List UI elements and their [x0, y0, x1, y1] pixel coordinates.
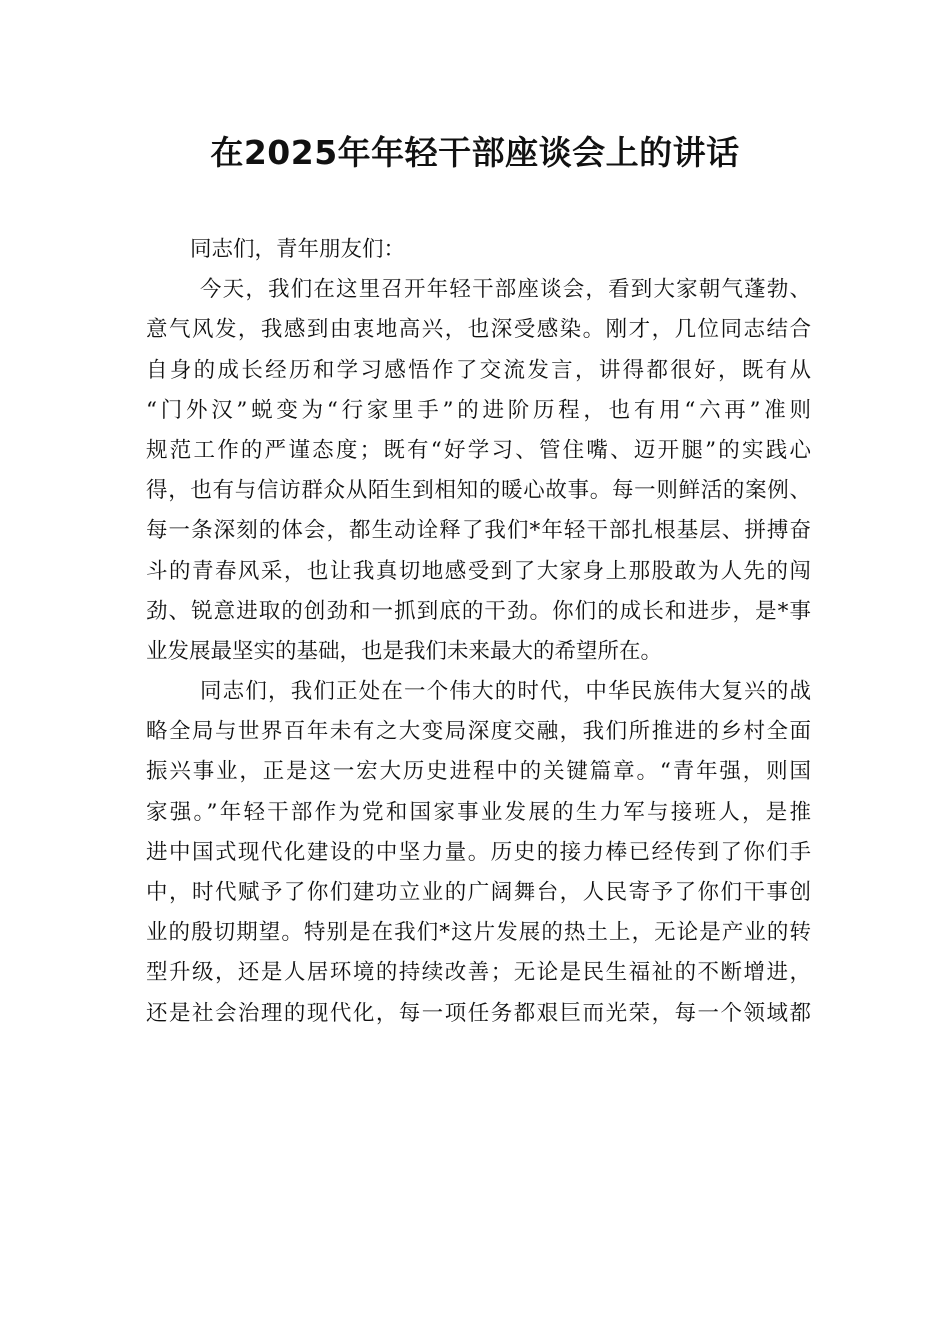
paragraph-line: 型升级，还是人居环境的持续改善；无论是民生福祉的不断增进，: [146, 960, 811, 986]
paragraph-1: [146, 270, 811, 672]
paragraph-line: 规范工作的严谨态度；既有“好学习、管住嘴、迈开腿”的实践心: [146, 437, 811, 463]
paragraph-line: 斗的青春风采，也让我真切地感受到了大家身上那股敢为人先的闯: [146, 558, 811, 584]
document-body: [146, 230, 811, 1034]
document-title: 在2025年年轻干部座谈会上的讲话: [210, 133, 740, 172]
paragraph-line: 得，也有与信访群众从陌生到相知的暖心故事。每一则鲜活的案例、: [146, 478, 811, 504]
paragraph-line: 家强。”年轻干部作为党和国家事业发展的生力军与接班人，是推: [146, 799, 811, 825]
salutation: 同志们，青年朋友们：: [190, 237, 406, 262]
paragraph-line: 劲、锐意进取的创劲和一抓到底的干劲。你们的成长和进步，是*事: [146, 598, 811, 624]
paragraph-line: 业的殷切期望。特别是在我们*这片发展的热土上，无论是产业的转: [146, 920, 811, 946]
paragraph-line: 进中国式现代化建设的中坚力量。历史的接力棒已经传到了你们手: [146, 839, 811, 865]
paragraph-line: 今天，我们在这里召开年轻干部座谈会，看到大家朝气蓬勃、: [200, 277, 811, 303]
paragraph-line: 自身的成长经历和学习感悟作了交流发言，讲得都很好，既有从: [146, 357, 811, 383]
paragraph-line: “门外汉”蜕变为“行家里手”的进阶历程，也有用“六再”准则: [146, 397, 811, 423]
paragraph-line: 振兴事业，正是这一宏大历史进程中的关键篇章。“青年强，则国: [146, 759, 811, 785]
paragraph-line: 略全局与世界百年未有之大变局深度交融，我们所推进的乡村全面: [146, 719, 811, 745]
paragraph-line: 意气风发，我感到由衷地高兴，也深受感染。刚才，几位同志结合: [146, 317, 811, 343]
paragraph-line: 业发展最坚实的基础，也是我们未来最大的希望所在。: [146, 638, 663, 664]
paragraph-2: [146, 672, 811, 1034]
paragraph-line: 每一条深刻的体会，都生动诠释了我们*年轻干部扎根基层、拼搏奋: [146, 518, 811, 544]
paragraph-line: 还是社会治理的现代化，每一项任务都艰巨而光荣，每一个领域都: [146, 1000, 811, 1026]
paragraph-line: 同志们，我们正处在一个伟大的时代，中华民族伟大复兴的战: [200, 679, 811, 705]
paragraph-line: 中，时代赋予了你们建功立业的广阔舞台，人民寄予了你们干事创: [146, 880, 811, 905]
